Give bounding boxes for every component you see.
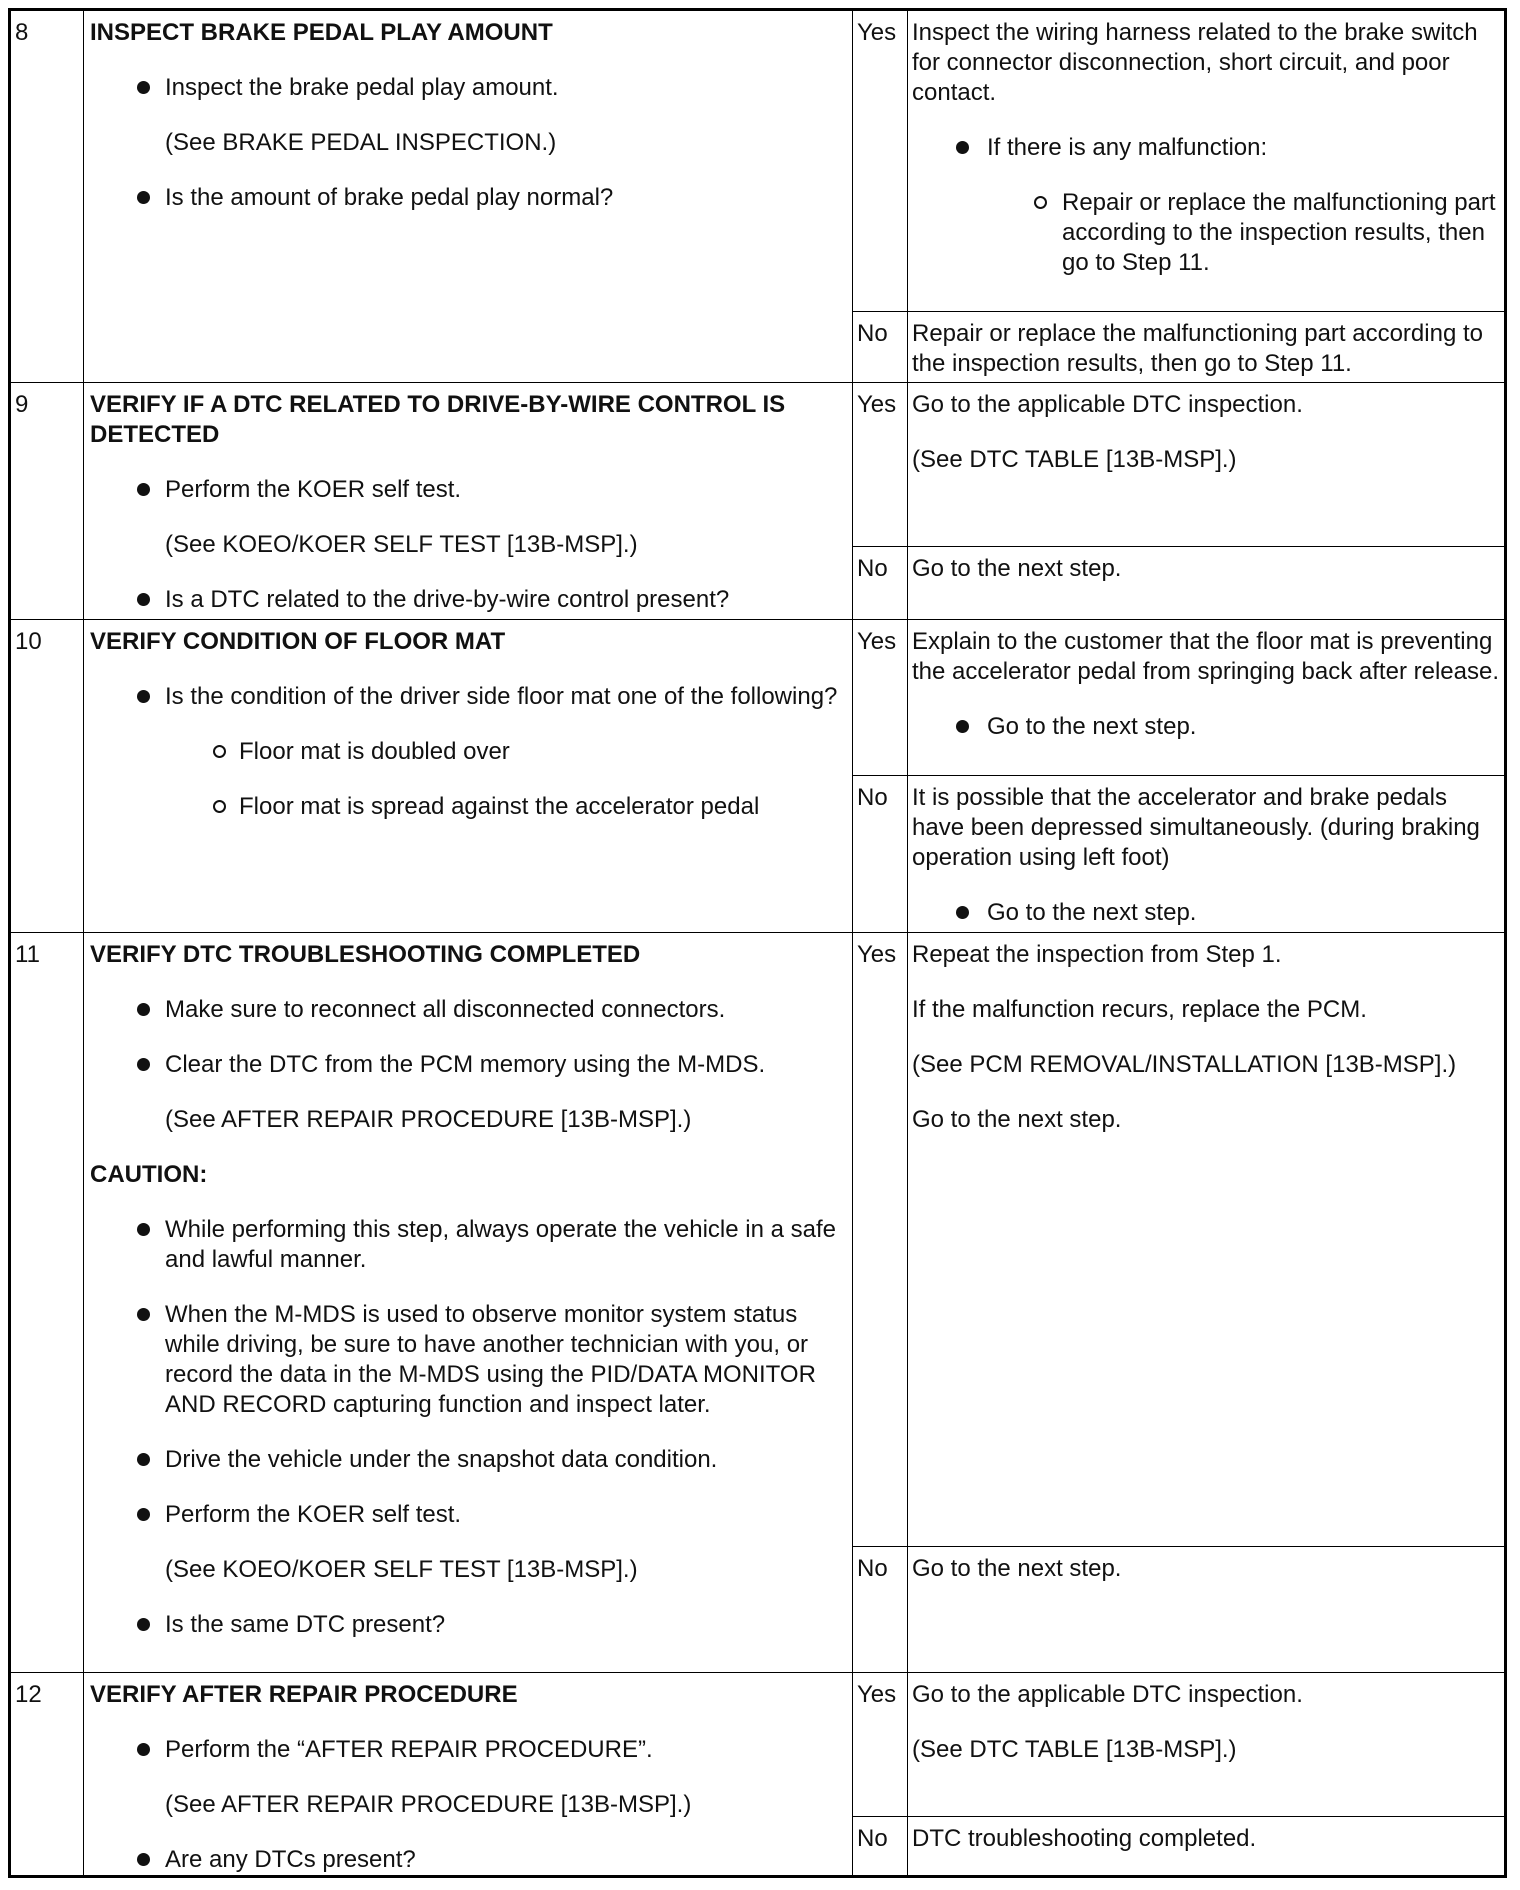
step-10-procedure bbox=[84, 620, 853, 933]
step-number: 10 bbox=[10, 620, 84, 933]
troubleshooting-table bbox=[8, 8, 1507, 1878]
step-12-no-action bbox=[908, 1817, 1506, 1877]
action-bullet: Go to the next step. bbox=[912, 898, 1502, 928]
action-text: Inspect the wiring harness related to the brake switch for connector disconnection, short circuit, and poor contact. bbox=[912, 19, 1478, 106]
step-11-procedure bbox=[84, 933, 853, 1673]
procedure-bullet: Is the same DTC present? bbox=[90, 1610, 846, 1640]
troubleshooting-sheet bbox=[8, 8, 1507, 1878]
no-label: No bbox=[853, 1547, 908, 1673]
step-number: 8 bbox=[10, 10, 84, 383]
no-label: No bbox=[853, 547, 908, 620]
step-number: 9 bbox=[10, 383, 84, 620]
step-10-no-action bbox=[908, 776, 1506, 933]
caution-heading: CAUTION: bbox=[90, 1161, 208, 1188]
procedure-bullet: Perform the KOER self test. bbox=[90, 1500, 846, 1530]
caution-bullet: While performing this step, always operate the vehicle in a safe and lawful manner. bbox=[90, 1215, 846, 1275]
step-title: VERIFY AFTER REPAIR PROCEDURE bbox=[90, 1681, 518, 1708]
step-number: 11 bbox=[10, 933, 84, 1673]
action-text: If the malfunction recurs, replace the PCM. bbox=[912, 996, 1367, 1023]
step-9-yes-row bbox=[10, 383, 1506, 547]
action-text: Go to the applicable DTC inspection. bbox=[912, 391, 1303, 418]
reference-text: (See DTC TABLE [13B-MSP].) bbox=[912, 1736, 1237, 1763]
yes-label: Yes bbox=[853, 933, 908, 1547]
step-12-yes-action bbox=[908, 1673, 1506, 1817]
action-text: Go to the next step. bbox=[912, 1555, 1122, 1582]
yes-label: Yes bbox=[853, 1673, 908, 1817]
action-text: Repair or replace the malfunctioning part according to the inspection results, then go to Step 11. bbox=[912, 320, 1483, 377]
step-11-yes-action bbox=[908, 933, 1506, 1547]
action-text: Go to the applicable DTC inspection. bbox=[912, 1681, 1303, 1708]
step-12-procedure bbox=[84, 1673, 853, 1877]
no-label: No bbox=[853, 776, 908, 933]
step-8-yes-action bbox=[908, 10, 1506, 312]
yes-label: Yes bbox=[853, 383, 908, 547]
step-title: VERIFY DTC TROUBLESHOOTING COMPLETED bbox=[90, 941, 641, 968]
step-10-yes-row bbox=[10, 620, 1506, 776]
step-8-yes-row bbox=[10, 10, 1506, 312]
action-bullet: If there is any malfunction: bbox=[912, 133, 1502, 163]
procedure-bullet: Is a DTC related to the drive-by-wire control present? bbox=[90, 585, 846, 615]
procedure-bullet: Are any DTCs present? bbox=[90, 1845, 846, 1875]
caution-bullet: When the M-MDS is used to observe monitor system status while driving, be sure to have another technician with you, or record the data in the M-MDS using the PID/DATA MONITOR AND RECORD capturing function and inspect later. bbox=[90, 1300, 846, 1420]
reference-text: (See KOEO/KOER SELF TEST [13B-MSP].) bbox=[165, 531, 638, 558]
action-text: It is possible that the accelerator and brake pedals have been depressed simultaneously. (during braking operation using left foot) bbox=[912, 784, 1480, 871]
procedure-sub-bullet: Floor mat is doubled over bbox=[90, 737, 846, 767]
action-text: Go to the next step. bbox=[912, 555, 1122, 582]
no-label: No bbox=[853, 1817, 908, 1877]
action-bullet: Go to the next step. bbox=[912, 712, 1502, 742]
procedure-bullet: Perform the “AFTER REPAIR PROCEDURE”. bbox=[90, 1735, 846, 1765]
procedure-sub-bullet: Floor mat is spread against the accelerator pedal bbox=[90, 792, 846, 822]
step-number: 12 bbox=[10, 1673, 84, 1877]
reference-text: (See BRAKE PEDAL INSPECTION.) bbox=[165, 129, 557, 156]
reference-text: (See DTC TABLE [13B-MSP].) bbox=[912, 446, 1237, 473]
yes-label: Yes bbox=[853, 10, 908, 312]
action-text: Repeat the inspection from Step 1. bbox=[912, 941, 1282, 968]
procedure-bullet: Is the amount of brake pedal play normal? bbox=[90, 183, 846, 213]
step-9-yes-action bbox=[908, 383, 1506, 547]
reference-text: (See PCM REMOVAL/INSTALLATION [13B-MSP].) bbox=[912, 1051, 1457, 1078]
procedure-bullet: Perform the KOER self test. bbox=[90, 475, 846, 505]
action-text: Go to the next step. bbox=[912, 1106, 1122, 1133]
reference-text: (See AFTER REPAIR PROCEDURE [13B-MSP].) bbox=[165, 1106, 692, 1133]
action-text: Explain to the customer that the floor mat is preventing the accelerator pedal from springing back after release. bbox=[912, 628, 1499, 685]
reference-text: (See AFTER REPAIR PROCEDURE [13B-MSP].) bbox=[165, 1791, 692, 1818]
procedure-bullet: Inspect the brake pedal play amount. bbox=[90, 73, 846, 103]
step-10-yes-action bbox=[908, 620, 1506, 776]
reference-text: (See KOEO/KOER SELF TEST [13B-MSP].) bbox=[165, 1556, 638, 1583]
step-title: INSPECT BRAKE PEDAL PLAY AMOUNT bbox=[90, 19, 553, 46]
procedure-bullet: Drive the vehicle under the snapshot data condition. bbox=[90, 1445, 846, 1475]
step-9-procedure bbox=[84, 383, 853, 620]
step-title: VERIFY IF A DTC RELATED TO DRIVE-BY-WIRE CONTROL IS DETECTED bbox=[90, 391, 786, 448]
action-sub-bullet: Repair or replace the malfunctioning part according to the inspection results, then go to Step 11. bbox=[912, 188, 1502, 278]
step-9-no-action bbox=[908, 547, 1506, 620]
procedure-bullet: Make sure to reconnect all disconnected connectors. bbox=[90, 995, 846, 1025]
step-title: VERIFY CONDITION OF FLOOR MAT bbox=[90, 628, 506, 655]
procedure-bullet: Clear the DTC from the PCM memory using the M-MDS. bbox=[90, 1050, 846, 1080]
step-8-no-action bbox=[908, 312, 1506, 383]
procedure-bullet: Is the condition of the driver side floor mat one of the following? bbox=[90, 682, 846, 712]
step-8-procedure bbox=[84, 10, 853, 383]
step-12-yes-row bbox=[10, 1673, 1506, 1817]
yes-label: Yes bbox=[853, 620, 908, 776]
action-text: DTC troubleshooting completed. bbox=[912, 1825, 1257, 1852]
step-11-no-action bbox=[908, 1547, 1506, 1673]
step-11-yes-row bbox=[10, 933, 1506, 1547]
no-label: No bbox=[853, 312, 908, 383]
